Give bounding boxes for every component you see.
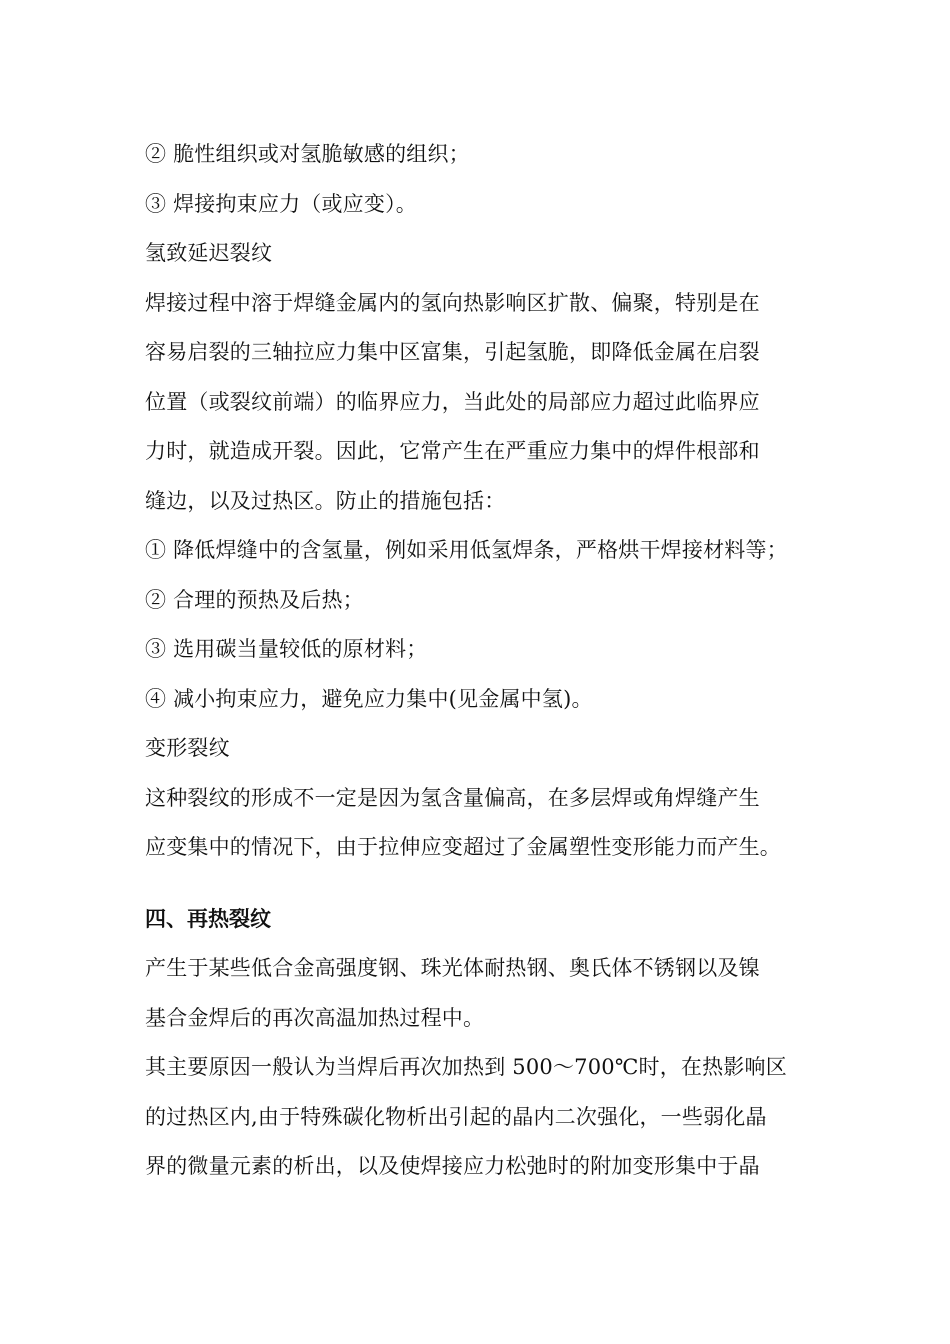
list-item: ② 合理的预热及后热； [145, 587, 364, 612]
text-line: 这种裂纹的形成不一定是因为氢含量偏高，在多层焊或角焊缝产生 [145, 785, 760, 810]
text-line: 产生于某些低合金高强度钢、珠光体耐热钢、奥氏体不锈钢以及镍 [145, 956, 760, 980]
text-line: 基合金焊后的再次高温加热过程中。 [145, 1005, 485, 1030]
text-line: 缝边，以及过热区。防止的措施包括： [145, 488, 506, 513]
subsection-title: 变形裂纹 [145, 736, 230, 760]
text-line: 位置（或裂纹前端）的临界应力，当此处的局部应力超过此临界应 [145, 389, 760, 414]
text-line: 界的微量元素的析出，以及使焊接应力松弛时的附加变形集中于晶 [145, 1154, 760, 1178]
text-line: ③ 焊接拘束应力（或应变）。 [145, 191, 417, 216]
list-item: ④ 减小拘束应力，避免应力集中(见金属中氢)。 [145, 686, 593, 711]
subsection-title: 氢致延迟裂纹 [145, 241, 273, 265]
text-line: 应变集中的情况下，由于拉伸应变超过了金属塑性变形能力而产生。 [145, 835, 781, 859]
text-line: 的过热区内,由于特殊碳化物析出引起的晶内二次强化，一些弱化晶 [145, 1104, 767, 1129]
text-line: 力时，就造成开裂。因此，它常产生在严重应力集中的焊件根部和 [145, 439, 760, 463]
text-line: 其主要原因一般认为当焊后再次加热到 500～700℃时，在热影响区 [145, 1055, 787, 1079]
text-line: 焊接过程中溶于焊缝金属内的氢向热影响区扩散、偏聚，特别是在 [145, 290, 760, 315]
list-item: ③ 选用碳当量较低的原材料； [145, 637, 428, 661]
section-heading: 四、再热裂纹 [145, 906, 271, 931]
text-line: ② 脆性组织或对氢脆敏感的组织； [145, 142, 470, 166]
list-item: ① 降低焊缝中的含氢量，例如采用低氢焊条，严格烘干焊接材料等； [145, 538, 788, 562]
document-page [145, 130, 835, 1192]
text-line: 容易启裂的三轴拉应力集中区富集，引起氢脆，即降低金属在启裂 [145, 340, 760, 364]
